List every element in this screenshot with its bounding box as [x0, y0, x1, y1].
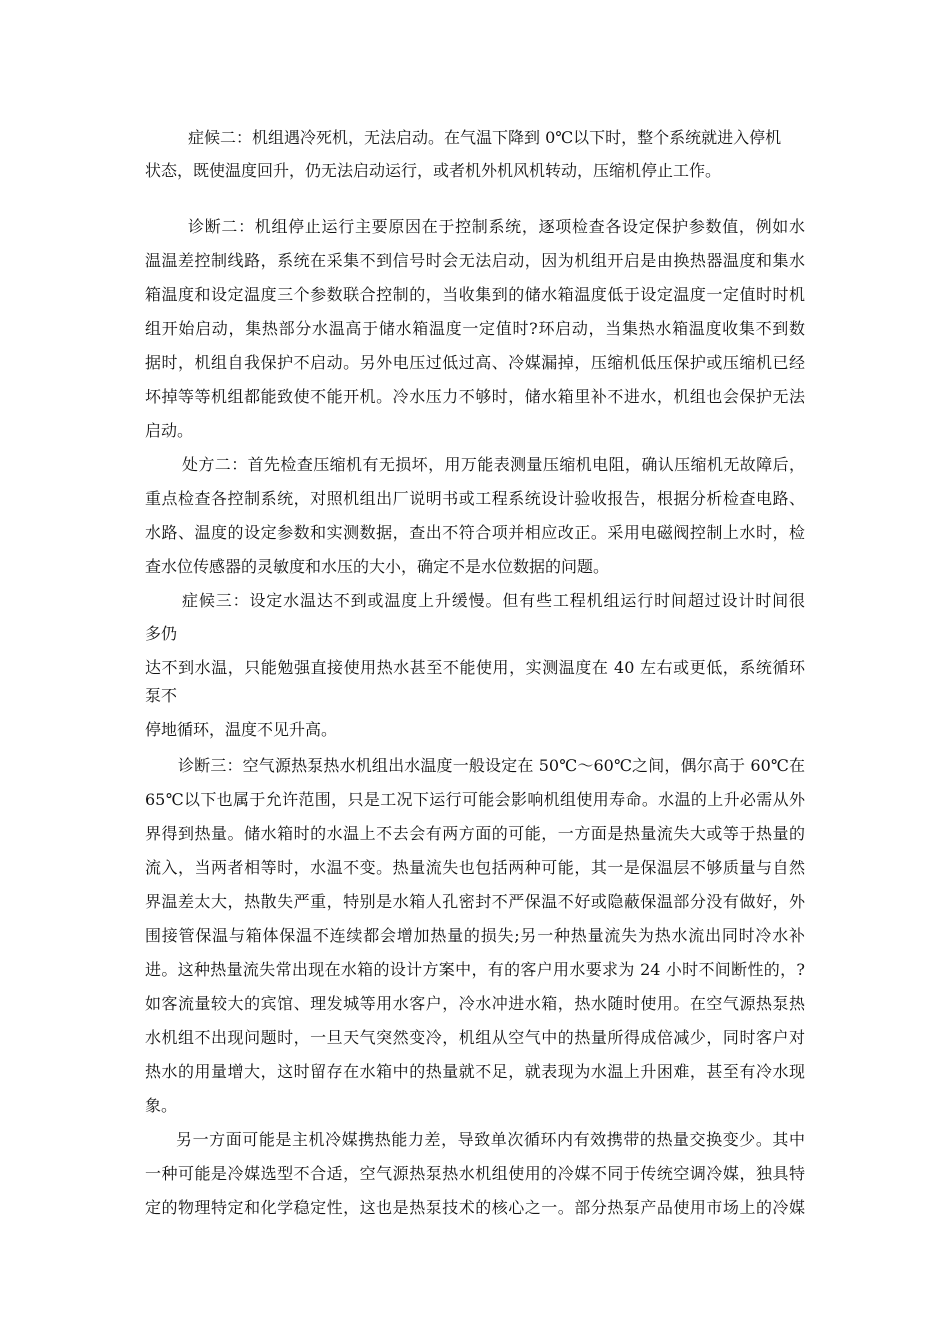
text-line: 泵不 [145, 686, 178, 705]
text-line: 诊断三：空气源热泵热水机组出水温度一般设定在 50℃～60℃之间，偶尔高于 60℃在 [178, 756, 805, 775]
text-line: 围接管保温与箱体保温不连续都会增加热量的损失;另一种热量流失为热水流出同时冷水补 [145, 926, 805, 945]
text-line: 据时，机组自我保护不启动。另外电压过低过高、冷媒漏掉，压缩机低压保护或压缩机已经 [145, 353, 805, 372]
text-line: 重点检查各控制系统，对照机组出厂说明书或工程系统设计验收报告，根据分析检查电路、 [145, 489, 805, 508]
text-line: 水机组不出现问题时，一旦天气突然变冷，机组从空气中的热量所得成倍减少，同时客户对 [145, 1028, 805, 1047]
text-line: 状态，既使温度回升，仍无法启动运行，或者机外机风机转动，压缩机停止工作。 [145, 161, 722, 180]
text-line: 如客流量较大的宾馆、理发城等用水客户，冷水冲进水箱，热水随时使用。在空气源热泵热 [145, 994, 805, 1013]
text-line: 进。这种热量流失常出现在水箱的设计方案中，有的客户用水要求为 24 小时不间断性的，? [145, 960, 805, 979]
text-line: 处方二：首先检查压缩机有无损坏，用万能表测量压缩机电阻，确认压缩机无故障后， [182, 455, 805, 474]
text-line: 症候二：机组遇冷死机，无法启动。在气温下降到 0℃以下时，整个系统就进入停机 [188, 128, 782, 147]
text-line: 流入，当两者相等时，水温不变。热量流失也包括两种可能，其一是保温层不够质量与自然 [145, 858, 805, 877]
text-line: 定的物理特定和化学稳定性，这也是热泵技术的核心之一。部分热泵产品使用市场上的冷媒 [145, 1198, 805, 1217]
text-line: 65℃以下也属于允许范围，只是工况下运行可能会影响机组使用寿命。水温的上升必需从外 [145, 790, 805, 809]
text-line: 诊断二：机组停止运行主要原因在于控制系统，逐项检查各设定保护参数值，例如水 [188, 217, 805, 236]
text-line: 象。 [145, 1096, 178, 1115]
text-line: 启动。 [145, 421, 194, 440]
text-line: 水路、温度的设定参数和实测数据，查出不符合项并相应改正。采用电磁阀控制上水时，检 [145, 523, 805, 542]
text-line: 达不到水温，只能勉强直接使用热水甚至不能使用，实测温度在 40 左右或更低，系统循环 [145, 658, 805, 677]
text-line: 组开始启动，集热部分水温高于储水箱温度一定值时?环启动，当集热水箱温度收集不到数 [145, 319, 805, 338]
text-line: 箱温度和设定温度三个参数联合控制的，当收集到的储水箱温度低于设定温度一定值时时机 [145, 285, 805, 304]
text-line: 另一方面可能是主机冷媒携热能力差，导致单次循环内有效携带的热量交换变少。其中 [176, 1130, 805, 1149]
text-line: 界得到热量。储水箱时的水温上不去会有两方面的可能，一方面是热量流失大或等于热量的 [145, 824, 805, 843]
text-line: 温温差控制线路，系统在采集不到信号时会无法启动，因为机组开启是由换热器温度和集水 [145, 251, 805, 270]
text-line: 停地循环，温度不见升高。 [145, 720, 338, 739]
text-line: 热水的用量增大，这时留存在水箱中的热量就不足，就表现为水温上升困难，甚至有冷水现 [145, 1062, 805, 1081]
text-line: 查水位传感器的灵敏度和水压的大小，确定不是水位数据的问题。 [145, 557, 610, 576]
text-line: 一种可能是冷媒选型不合适，空气源热泵热水机组使用的冷媒不同于传统空调冷媒，独具特 [145, 1164, 805, 1183]
text-line: 症候三：设定水温达不到或温度上升缓慢。但有些工程机组运行时间超过设计时间很 [182, 591, 805, 610]
text-line: 坏掉等等机组都能致使不能开机。冷水压力不够时，储水箱里补不进水，机组也会保护无法 [145, 387, 805, 406]
text-line: 多仍 [145, 624, 178, 643]
text-line: 界温差太大，热散失严重，特别是水箱人孔密封不严保温不好或隐蔽保温部分没有做好，外 [145, 892, 805, 911]
